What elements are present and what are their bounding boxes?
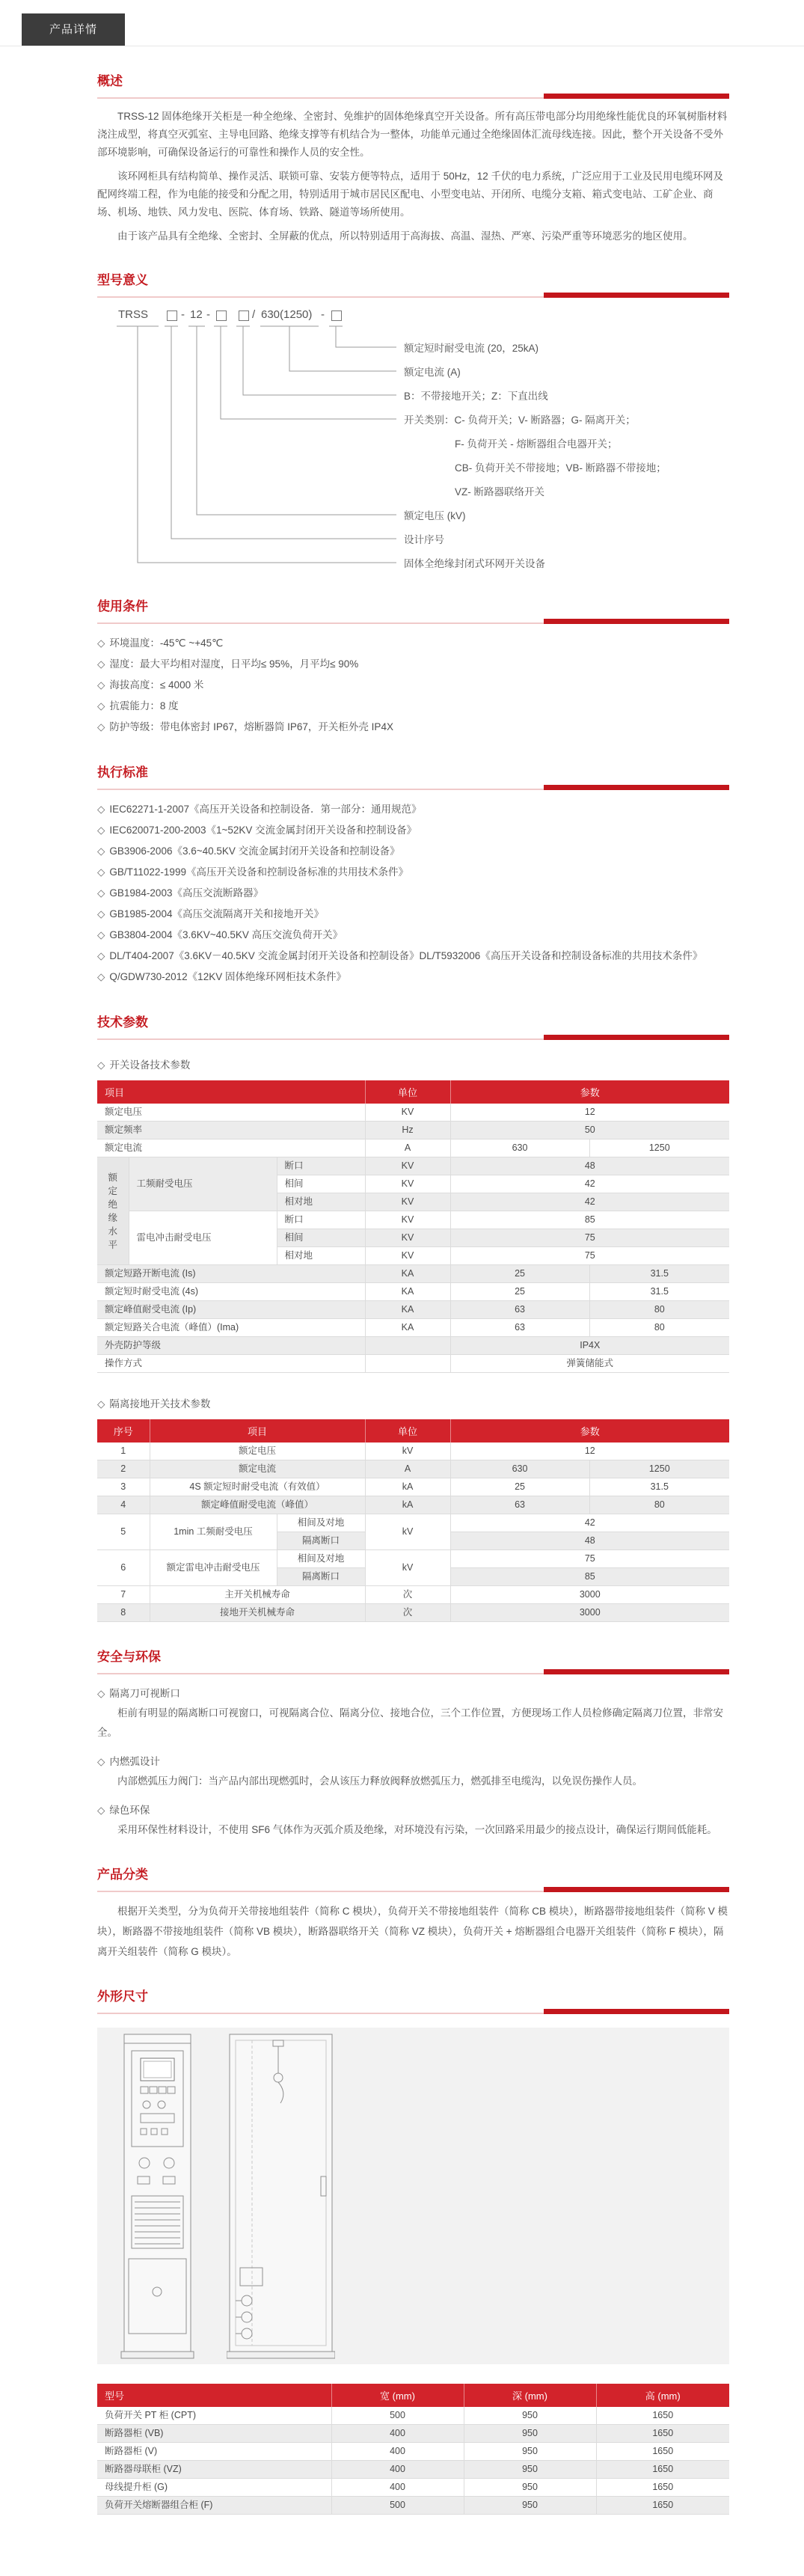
row-no: 1 [97,1443,150,1460]
table-row [97,1283,729,1301]
section-classification [97,1865,729,1962]
row-unit: Hz [365,1122,450,1139]
model-designation-diagram [97,308,729,572]
cabinet-front-view-drawing [118,2030,197,2363]
earth-switch-table-caption [97,1395,729,1410]
heading-accent-bar [544,785,729,790]
diamond-bullet-icon: ◇ [97,700,105,712]
earth-switch-params-table [97,1419,729,1622]
col-header-item: 项目 [150,1419,365,1443]
row-unit [365,1355,450,1373]
standard-text: GB3906-2006《3.6~40.5KV 交流金属封闭开关设备和控制设备》 [109,845,400,857]
list-item [97,904,729,925]
overview-title: 概述 [97,74,123,88]
row-item: 主开关机械寿命 [150,1586,365,1604]
overview-paragraph: 由于该产品具有全绝缘、全密封、全屏蔽的优点，所以特别适用于高海拔、高温、湿热、严寒、污染严重等环境恶劣的地区使用。 [117,230,693,242]
tab-product-detail[interactable]: 产品详情 [22,13,125,46]
table-header-row [97,1419,729,1443]
standard-text: Q/GDW730-2012《12KV 固体绝缘环网柜技术条件》 [109,971,346,982]
section-heading-safety [97,1648,729,1674]
row-item: 额定短路开断电流 (Is) [97,1265,365,1283]
row-value: 3000 [450,1586,729,1604]
row-value: 630 [450,1460,589,1478]
row-item: 额定峰值耐受电流 (Ip) [97,1301,365,1319]
row-item: 外壳防护等级 [97,1337,365,1355]
row-height: 1650 [596,2425,729,2443]
standard-text: IEC62271-1-2007《高压开关设备和控制设备．第一部分：通用规范》 [109,804,422,815]
row-sub-item: 相对地 [277,1247,365,1265]
model-placeholder-box [167,310,177,321]
row-height: 1650 [596,2461,729,2479]
row-sub-item: 断口 [277,1157,365,1175]
row-value: 1250 [589,1460,729,1478]
row-item: 额定电压 [150,1443,365,1460]
row-value: 1250 [589,1139,729,1157]
title-text: 内燃弧设计 [109,1756,160,1767]
lightning-impulse-cell: 雷电冲击耐受电压 [129,1211,277,1265]
list-item [97,654,729,675]
table-row [97,1301,729,1319]
model-label: VZ- 断路器联络开关 [455,486,544,498]
section-dimensions [97,1987,729,2515]
heading-accent-bar [544,1669,729,1674]
safety-item-text: 采用环保性材料设计，不使用 SF6 气体作为灭弧介质及绝缘，对环境没有污染，一次回路采用最少的接点设计，确保运行期间低能耗。 [117,1824,717,1835]
row-value: 25 [450,1265,589,1283]
row-value: 75 [450,1247,729,1265]
list-item [97,820,729,841]
row-item: 额定短时耐受电流 (4s) [97,1283,365,1301]
row-sub-item: 相间 [277,1229,365,1247]
safety-item-title [97,1683,729,1704]
row-unit: KA [365,1301,450,1319]
list-item [97,799,729,820]
row-model: 负荷开关熔断器组合柜 (F) [97,2497,331,2515]
table-row [97,1496,729,1514]
standard-text: GB3804-2004《3.6KV~40.5KV 高压交流负荷开关》 [109,929,343,940]
model-separator: / [252,308,256,321]
overview-paragraph: 该环网柜具有结构简单、操作灵活、联锁可靠、安装方便等特点，适用于 50Hz，12 千伏的电力系统，广泛应用于工业及民用电缆环网及配网终端工程，作为电能的接受和分配之用，特别适用于城市居民区配电、小型变电站、开闭所、电缆分支箱、箱式变电站、工矿企业、商场、机场、地铁、风力发电、医院、体育场、铁路、隧道等场所使用。 [97,171,724,218]
row-unit: KV [365,1193,450,1211]
dimension-drawings-panel [97,2028,729,2364]
row-item: 额定电流 [150,1460,365,1478]
section-heading-dimensions [97,1987,729,2014]
row-depth: 950 [464,2425,596,2443]
row-unit: kV [365,1443,450,1460]
condition-text: 湿度：最大平均相对湿度，日平均≤ 95%，月平均≤ 90% [109,658,359,670]
row-unit: KA [365,1283,450,1301]
row-item: 接地开关机械寿命 [150,1604,365,1622]
row-value: 25 [450,1478,589,1496]
classification-title: 产品分类 [97,1867,148,1882]
row-value: 12 [450,1104,729,1122]
row-unit: KA [365,1265,450,1283]
condition-text: 抗震能力：8 度 [109,700,179,712]
row-sub-item: 相对地 [277,1193,365,1211]
model-placeholder-box [331,310,342,321]
model-label: B：不带接地开关；Z：下直出线 [404,391,548,402]
switchgear-table-caption [97,1056,729,1071]
standard-text: IEC620071-200-2003《1~52KV 交流金属封闭开关设备和控制设备》 [109,824,417,836]
col-header-model: 型号 [97,2384,331,2407]
diamond-bullet-icon: ◇ [97,721,105,732]
row-sub-item: 隔离断口 [277,1532,365,1550]
row-item: 1min 工频耐受电压 [150,1514,277,1550]
section-standards [97,763,729,988]
col-header-unit: 单位 [365,1080,450,1104]
row-sub-item: 相间及对地 [277,1550,365,1568]
table-row [97,1586,729,1604]
row-unit: kA [365,1496,450,1514]
row-value: 12 [450,1443,729,1460]
row-item: 额定电压 [97,1104,365,1122]
condition-text: 海拔高度：≤ 4000 米 [109,679,204,691]
row-value: 25 [450,1283,589,1301]
row-value: 75 [450,1229,729,1247]
row-no: 6 [97,1550,150,1586]
row-height: 1650 [596,2497,729,2515]
row-item: 额定短路关合电流（峰值）(Ima) [97,1319,365,1337]
table-row [97,1122,729,1139]
title-text: 绿色环保 [109,1805,150,1816]
row-sub-item: 断口 [277,1211,365,1229]
diamond-bullet-icon: ◇ [97,908,105,920]
model-segment-voltage: 12 [190,308,203,321]
tech-title: 技术参数 [97,1015,148,1030]
safety-item [97,1800,729,1840]
col-header-no: 序号 [97,1419,150,1443]
table-row [97,2479,729,2497]
diamond-bullet-icon: ◇ [97,1688,105,1699]
list-item [97,862,729,883]
row-height: 1650 [596,2443,729,2461]
row-item: 额定雷电冲击耐受电压 [150,1550,277,1586]
row-no: 5 [97,1514,150,1550]
table-row [97,1514,729,1532]
section-conditions [97,597,729,738]
model-label: CB- 负荷开关不带接地；VB- 断路器不带接地； [455,462,666,474]
row-sub-item: 相间及对地 [277,1514,365,1532]
section-heading-model [97,271,729,298]
power-frequency-cell: 工频耐受电压 [129,1157,277,1211]
row-item: 4S 额定短时耐受电流（有效值） [150,1478,365,1496]
row-item: 额定频率 [97,1122,365,1139]
table-header-row [97,1080,729,1104]
model-separator: - [181,308,185,321]
table-row [97,2497,729,2515]
content-column [97,72,729,2515]
table-row [97,2443,729,2461]
heading-accent-bar [544,2009,729,2014]
standard-text: GB/T11022-1999《高压开关设备和控制设备标准的共用技术条件》 [109,866,408,878]
col-header-param: 参数 [450,1419,729,1443]
table-row [97,1604,729,1622]
list-item [97,883,729,904]
row-value: 48 [450,1532,729,1550]
section-safety [97,1648,729,1840]
row-value: 63 [450,1301,589,1319]
model-segment-current: 630(1250) [261,308,313,321]
model-title: 型号意义 [97,273,148,287]
standard-text: DL/T404-2007《3.6KV－40.5KV 交流金属封闭开关设备和控制设备》DL/T5932006《高压开关设备和控制设备标准的共用技术条件》 [109,950,703,961]
row-unit [365,1337,450,1355]
conditions-list [97,633,729,738]
model-label: 额定电流 (A) [404,367,461,378]
diamond-bullet-icon: ◇ [97,1398,105,1410]
list-item [97,696,729,717]
row-no: 3 [97,1478,150,1496]
row-unit: A [365,1139,450,1157]
table-header-row [97,2384,729,2407]
table-row [97,1319,729,1337]
row-width: 500 [331,2407,464,2425]
table-row [97,2461,729,2479]
overview-paragraph: TRSS-12 固体绝缘开关柜是一种全绝缘、全密封、免维护的固体绝缘真空开关设备。所有高压带电部分均用绝缘性能优良的环氧树脂材料浇注成型，将真空灭弧室、主导电回路、绝缘支撑等有机结合为一整体，功能单元通过全绝缘固体汇流母线连接。因此，整个开关设备不受外部环境影响，可确保设备运行的可靠性和操作人员的安全性。 [97,111,728,158]
diamond-bullet-icon: ◇ [97,971,105,982]
row-value: 630 [450,1139,589,1157]
safety-title: 安全与环保 [97,1650,161,1664]
col-header-param: 参数 [450,1080,729,1104]
row-depth: 950 [464,2443,596,2461]
row-value: 42 [450,1193,729,1211]
row-sub-item: 相间 [277,1175,365,1193]
table-row [97,1550,729,1568]
row-unit: 次 [365,1604,450,1622]
row-depth: 950 [464,2407,596,2425]
diamond-bullet-icon: ◇ [97,866,105,878]
diamond-bullet-icon: ◇ [97,824,105,836]
model-segment-brand: TRSS [118,308,149,321]
col-header-item: 项目 [97,1080,365,1104]
section-model-meaning [97,271,729,572]
row-unit: KV [365,1229,450,1247]
row-value: 42 [450,1175,729,1193]
row-unit: KV [365,1175,450,1193]
row-unit: KA [365,1319,450,1337]
row-model: 断路器母联柜 (VZ) [97,2461,331,2479]
row-no: 2 [97,1460,150,1478]
row-width: 400 [331,2443,464,2461]
heading-accent-bar [544,619,729,624]
insulation-group-cell: 额定绝缘水平 [97,1157,129,1265]
model-label: 开关类别：C- 负荷开关；V- 断路器；G- 隔离开关； [404,414,636,426]
table-row [97,2407,729,2425]
model-placeholder-box [239,310,249,321]
row-sub-item: 隔离断口 [277,1568,365,1586]
row-value: 31.5 [589,1283,729,1301]
table-row [97,1104,729,1122]
section-heading-tech [97,1013,729,1040]
row-unit: KV [365,1157,450,1175]
row-depth: 950 [464,2461,596,2479]
row-unit: kV [365,1514,450,1550]
row-value: 弹簧储能式 [450,1355,729,1373]
caption-text: 开关设备技术参数 [109,1059,191,1071]
section-tech-params [97,1013,729,1622]
diamond-bullet-icon: ◇ [97,887,105,899]
table-row [97,1337,729,1355]
safety-item-title [97,1752,729,1772]
list-item [97,946,729,967]
standard-text: GB1985-2004《高压交流隔离开关和接地开关》 [109,908,324,920]
table-row [97,1139,729,1157]
diamond-bullet-icon: ◇ [97,637,105,649]
safety-item-text: 柜前有明显的隔离断口可视窗口，可视隔离合位、隔离分位、接地合位，三个工作位置，方便现场工作人员检修确定隔离刀位置，非常安全。 [97,1707,723,1738]
tab-bar [0,0,804,46]
row-no: 8 [97,1604,150,1622]
list-item [97,925,729,946]
standard-text: GB1984-2003《高压交流断路器》 [109,887,263,899]
table-row [97,1265,729,1283]
row-unit: 次 [365,1586,450,1604]
safety-item [97,1683,729,1743]
row-unit: kA [365,1478,450,1496]
col-header-depth: 深 (mm) [464,2384,596,2407]
row-model: 母线提升柜 (G) [97,2479,331,2497]
section-heading-overview [97,72,729,99]
heading-accent-bar [544,293,729,298]
row-value: 42 [450,1514,729,1532]
col-header-width: 宽 (mm) [331,2384,464,2407]
heading-accent-bar [544,1887,729,1892]
row-item: 操作方式 [97,1355,365,1373]
standards-title: 执行标准 [97,765,148,780]
row-unit: KV [365,1211,450,1229]
table-row [97,2425,729,2443]
model-label: 额定短时耐受电流 (20，25kA) [404,343,539,354]
row-height: 1650 [596,2479,729,2497]
row-unit: KV [365,1104,450,1122]
list-item [97,967,729,988]
model-separator: - [321,308,325,321]
classification-text: 根据开关类型，分为负荷开关带接地组装件（简称 C 模块），负荷开关不带接地组装件（简称 CB 模块），断路器带接地组装件（简称 V 模块），断路器不带接地组装件（简称 VB 模块），断路器联络开关（简称 VZ 模块），负荷开关 + 熔断器组合电器开关组装件（简称 F 模块），隔离开关组装件（简称 G 模块）。 [97,1906,728,1957]
section-overview [97,72,729,245]
title-text: 隔离刀可视断口 [109,1688,180,1699]
row-width: 400 [331,2479,464,2497]
row-value: 3000 [450,1604,729,1622]
row-unit: A [365,1460,450,1478]
overview-paragraphs [97,108,729,245]
row-no: 7 [97,1586,150,1604]
model-label: 设计序号 [404,534,444,545]
row-model: 负荷开关 PT 柜 (CPT) [97,2407,331,2425]
cabinet-side-view-drawing [227,2030,335,2363]
model-label: 固体全绝缘封闭式环网开关设备 [404,558,545,569]
dimensions-title: 外形尺寸 [97,1989,148,2004]
row-value: 31.5 [589,1265,729,1283]
row-width: 400 [331,2461,464,2479]
row-value: 85 [450,1568,729,1586]
row-value: 31.5 [589,1478,729,1496]
model-label: F- 负荷开关 - 熔断器组合电器开关； [455,438,618,450]
safety-item-title [97,1800,729,1820]
diamond-bullet-icon: ◇ [97,950,105,961]
row-unit: kV [365,1550,450,1586]
row-unit: KV [365,1247,450,1265]
row-value: 50 [450,1122,729,1139]
row-value: IP4X [450,1337,729,1355]
section-heading-conditions [97,597,729,624]
diamond-bullet-icon: ◇ [97,845,105,857]
row-value: 80 [589,1496,729,1514]
col-header-unit: 单位 [365,1419,450,1443]
model-separator: - [206,308,210,321]
heading-accent-bar [544,1035,729,1040]
table-row [97,1211,729,1229]
model-label: 额定电压 (kV) [404,510,466,521]
diamond-bullet-icon: ◇ [97,679,105,691]
conditions-title: 使用条件 [97,599,148,614]
table-row [97,1157,729,1175]
list-item [97,717,729,738]
condition-text: 环境温度：-45℃ ~+45℃ [109,637,224,649]
row-value: 85 [450,1211,729,1229]
standards-list [97,799,729,988]
safety-item-text: 内部燃弧压力阀门：当产品内部出现燃弧时，会从该压力释放阀释放燃弧压力，燃弧排至电缆沟，以免误伤操作人员。 [117,1775,642,1787]
classification-paragraphs [97,1901,729,1962]
row-no: 4 [97,1496,150,1514]
model-placeholder-box [216,310,227,321]
diamond-bullet-icon: ◇ [97,658,105,670]
dimensions-table [97,2384,729,2515]
row-model: 断路器柜 (V) [97,2443,331,2461]
row-item: 额定电流 [97,1139,365,1157]
heading-accent-bar [544,94,729,99]
row-height: 1650 [596,2407,729,2425]
table-row [97,1355,729,1373]
row-value: 75 [450,1550,729,1568]
row-value: 63 [450,1319,589,1337]
row-depth: 950 [464,2497,596,2515]
table-row [97,1478,729,1496]
safety-item [97,1752,729,1791]
list-item [97,633,729,654]
table-row [97,1443,729,1460]
diamond-bullet-icon: ◇ [97,1805,105,1816]
table-row [97,1460,729,1478]
list-item [97,675,729,696]
diamond-bullet-icon: ◇ [97,929,105,940]
diamond-bullet-icon: ◇ [97,1059,105,1071]
switchgear-params-table [97,1080,729,1373]
col-header-height: 高 (mm) [596,2384,729,2407]
row-value: 48 [450,1157,729,1175]
condition-text: 防护等级：带电体密封 IP67，熔断器筒 IP67，开关柜外壳 IP4X [109,721,393,732]
row-width: 500 [331,2497,464,2515]
row-width: 400 [331,2425,464,2443]
row-value: 63 [450,1496,589,1514]
section-heading-classification [97,1865,729,1892]
row-model: 断路器柜 (VB) [97,2425,331,2443]
caption-text: 隔离接地开关技术参数 [109,1398,211,1410]
diamond-bullet-icon: ◇ [97,1756,105,1767]
row-value: 80 [589,1301,729,1319]
diamond-bullet-icon: ◇ [97,804,105,815]
list-item [97,841,729,862]
row-depth: 950 [464,2479,596,2497]
row-value: 80 [589,1319,729,1337]
row-item: 额定峰值耐受电流（峰值） [150,1496,365,1514]
section-heading-standards [97,763,729,790]
